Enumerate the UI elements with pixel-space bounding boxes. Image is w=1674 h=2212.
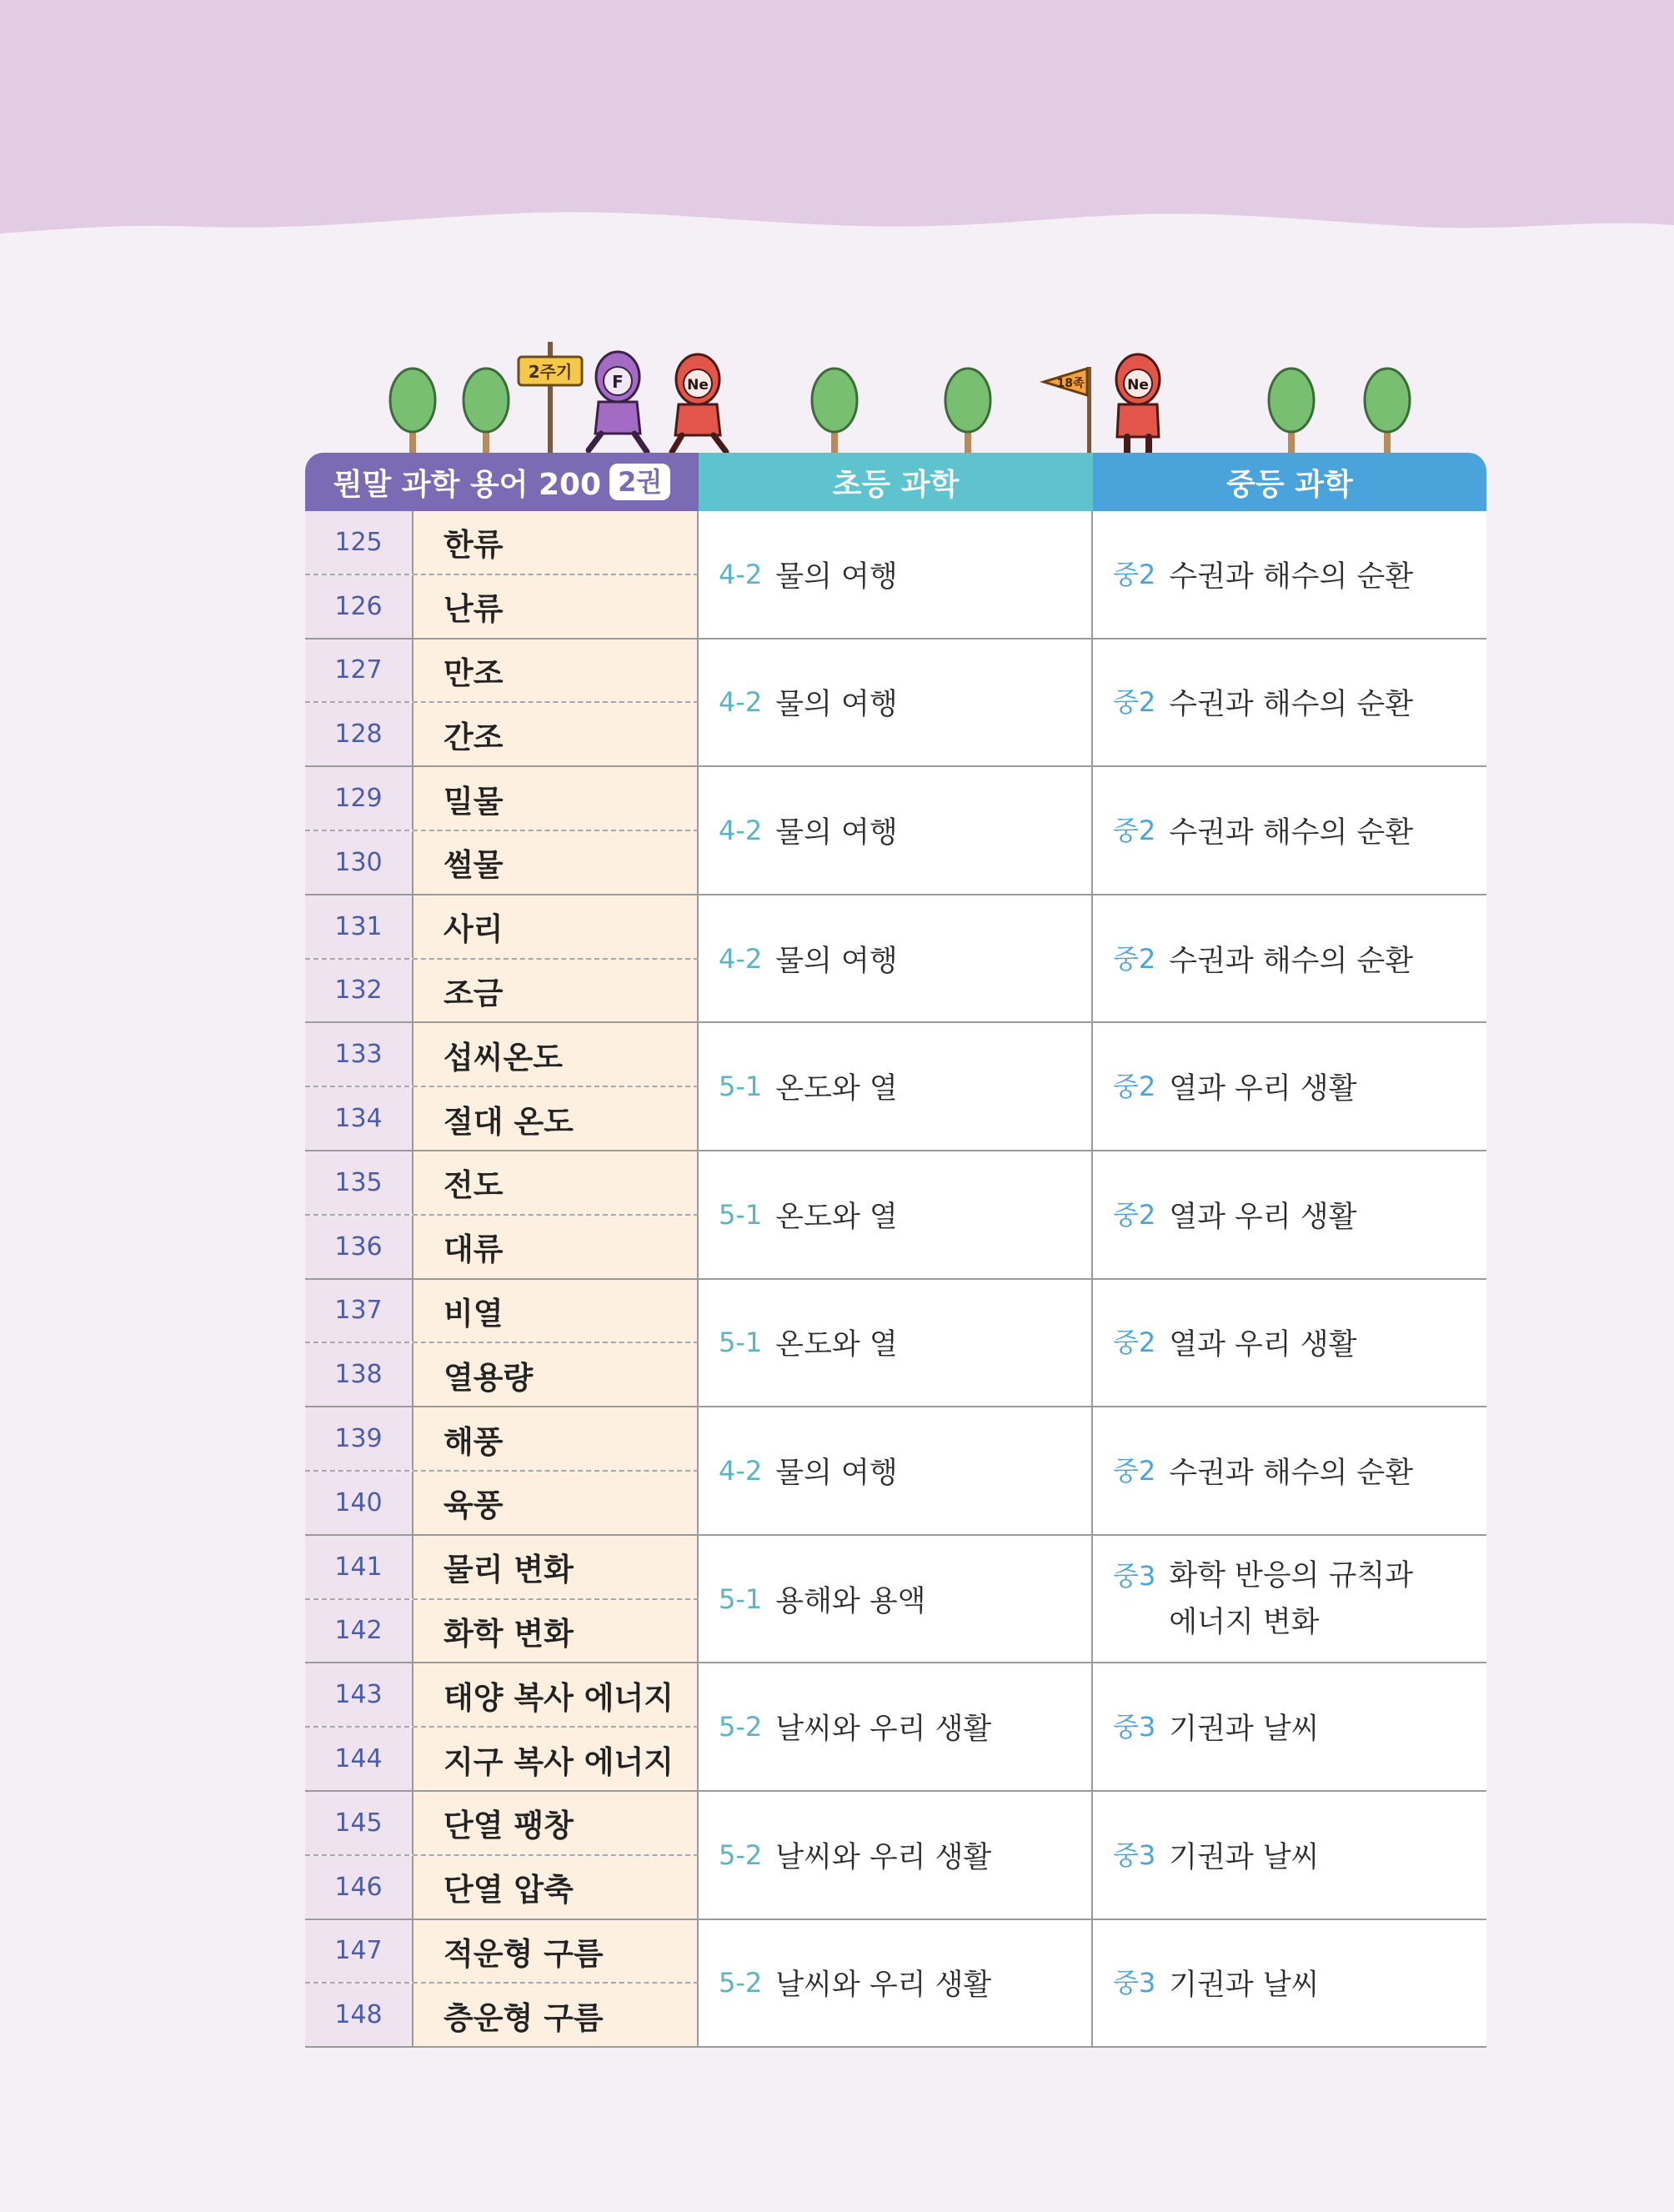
table-row (305, 1472, 699, 1534)
table-row-group (305, 1792, 1486, 1920)
elementary-cell (699, 767, 1093, 894)
terms-column (305, 895, 699, 1022)
table-row-group (305, 640, 1486, 768)
elementary-grade: 4-2 (719, 558, 763, 590)
term-name: 조금 (413, 960, 699, 1022)
table-header (305, 453, 1486, 511)
signpost-icon (519, 342, 582, 454)
middle-unit: 수권과 해수의 순환 (1169, 1456, 1414, 1490)
term-name: 비열 (413, 1280, 699, 1342)
middle-cell (1093, 1663, 1486, 1790)
tree-icon (390, 369, 435, 454)
header-terms (305, 453, 699, 511)
tree-icon (945, 369, 990, 454)
middle-grade: 중2 (1113, 1071, 1156, 1103)
term-number: 125 (305, 511, 413, 574)
term-name: 절대 온도 (413, 1087, 699, 1150)
term-name: 한류 (413, 511, 699, 574)
table-row-group (305, 1023, 1486, 1151)
table-row-group (305, 767, 1486, 895)
term-number: 129 (305, 767, 413, 830)
tree-icon (464, 369, 509, 454)
flag-group-label: 18족 (1056, 377, 1085, 390)
middle-grade: 중3 (1113, 1838, 1156, 1871)
elementary-grade: 5-2 (719, 1967, 763, 1999)
flag-icon (1044, 367, 1091, 454)
term-name: 대류 (413, 1216, 699, 1278)
table-row-group (305, 1920, 1486, 2049)
elementary-cell (699, 1280, 1093, 1407)
middle-unit: 수권과 해수의 순환 (1169, 815, 1414, 850)
table-row (305, 1151, 699, 1216)
table-row (305, 1280, 699, 1344)
term-name: 단열 압축 (413, 1856, 699, 1919)
term-name: 섭씨온도 (413, 1023, 699, 1086)
term-number: 130 (305, 831, 413, 894)
middle-cell (1093, 895, 1486, 1022)
term-number: 148 (305, 1984, 413, 2046)
middle-cell (1093, 1536, 1486, 1663)
terms-column (305, 767, 699, 894)
middle-cell (1093, 1023, 1486, 1150)
terms-column (305, 1023, 699, 1150)
table-row (305, 1856, 699, 1919)
table-row-group (305, 1407, 1486, 1536)
term-name: 적운형 구름 (413, 1920, 699, 1983)
elementary-cell (699, 1536, 1093, 1663)
term-number: 140 (305, 1472, 413, 1534)
elementary-unit: 물의 여행 (775, 1456, 898, 1490)
term-name: 밀물 (413, 767, 699, 830)
term-number: 146 (305, 1856, 413, 1919)
table-row (305, 767, 699, 831)
term-name: 사리 (413, 895, 699, 958)
term-name: 간조 (413, 703, 699, 765)
term-number: 133 (305, 1023, 413, 1086)
elementary-grade: 4-2 (719, 942, 763, 975)
elementary-grade: 4-2 (719, 1454, 763, 1487)
table-row (305, 1536, 699, 1600)
middle-unit: 기권과 날씨 (1169, 1713, 1320, 1747)
term-name: 전도 (413, 1151, 699, 1214)
tree-icon (1365, 369, 1410, 454)
term-name: 태양 복사 에너지 (413, 1663, 699, 1726)
middle-grade: 중2 (1113, 1198, 1156, 1231)
term-name: 물리 변화 (413, 1536, 699, 1598)
elementary-grade: 4-2 (719, 686, 763, 719)
term-number: 139 (305, 1407, 413, 1470)
table-row (305, 1728, 699, 1790)
term-number: 138 (305, 1343, 413, 1406)
table-row-group (305, 1536, 1486, 1664)
table-row (305, 1023, 699, 1087)
elementary-cell (699, 1023, 1093, 1150)
elementary-grade: 5-1 (719, 1198, 763, 1231)
table-row (305, 1600, 699, 1663)
elementary-unit: 온도와 열 (775, 1200, 898, 1234)
table-row (305, 1343, 699, 1406)
table-body (305, 511, 1486, 2048)
elementary-cell (699, 511, 1093, 638)
middle-unit: 수권과 해수의 순환 (1169, 559, 1414, 594)
table-row (305, 1920, 699, 1984)
term-number: 132 (305, 960, 413, 1022)
table-row (305, 511, 699, 575)
middle-unit: 열과 우리 생활 (1169, 1328, 1357, 1362)
middle-cell (1093, 1280, 1486, 1407)
middle-unit: 열과 우리 생활 (1169, 1072, 1357, 1106)
term-number: 131 (305, 895, 413, 958)
term-name: 육풍 (413, 1472, 699, 1534)
middle-unit: 수권과 해수의 순환 (1169, 944, 1414, 978)
elementary-unit: 날씨와 우리 생활 (775, 1713, 992, 1747)
middle-grade: 중2 (1113, 814, 1156, 846)
term-number: 147 (305, 1920, 413, 1983)
term-name: 해풍 (413, 1407, 699, 1470)
svg-text:Ne: Ne (1127, 377, 1149, 394)
terms-column (305, 1663, 699, 1790)
term-number: 127 (305, 640, 413, 702)
middle-grade: 중2 (1113, 942, 1156, 975)
middle-unit-line2: 에너지 변화 (1169, 1605, 1320, 1639)
table-row-group (305, 511, 1486, 640)
term-name: 만조 (413, 640, 699, 702)
term-name: 화학 변화 (413, 1600, 699, 1663)
term-number: 141 (305, 1536, 413, 1598)
table-row (305, 1216, 699, 1278)
term-name: 층운형 구름 (413, 1984, 699, 2046)
table-row (305, 703, 699, 765)
middle-cell (1093, 1407, 1486, 1534)
middle-cell (1093, 511, 1486, 638)
tree-icon (812, 369, 857, 454)
terms-column (305, 1792, 699, 1919)
middle-grade: 중2 (1113, 1454, 1156, 1487)
term-number: 145 (305, 1792, 413, 1854)
volume-badge: 2권 (609, 464, 670, 500)
character-ne-icon (672, 354, 726, 452)
term-number: 143 (305, 1663, 413, 1726)
table-row (305, 831, 699, 894)
middle-grade: 중2 (1113, 558, 1156, 590)
middle-unit: 열과 우리 생활 (1169, 1200, 1357, 1234)
term-name: 단열 팽창 (413, 1792, 699, 1854)
term-number: 144 (305, 1728, 413, 1790)
term-number: 137 (305, 1280, 413, 1342)
middle-unit: 기권과 날씨 (1169, 1840, 1320, 1874)
term-name: 썰물 (413, 831, 699, 894)
middle-cell (1093, 1792, 1486, 1919)
middle-cell (1093, 640, 1486, 766)
term-name: 열용량 (413, 1343, 699, 1406)
table-row (305, 575, 699, 638)
elementary-unit: 물의 여행 (775, 559, 898, 594)
elementary-cell (699, 1151, 1093, 1278)
table-row (305, 895, 699, 960)
elementary-grade: 5-2 (719, 1838, 763, 1871)
table-row (305, 1087, 699, 1150)
terms-column (305, 1536, 699, 1663)
term-number: 134 (305, 1087, 413, 1150)
top-wave-band (0, 0, 1674, 250)
header-middle: 중등 과학 (1093, 453, 1486, 511)
term-number: 135 (305, 1151, 413, 1214)
terms-column (305, 1280, 699, 1407)
table-row (305, 1663, 699, 1728)
elementary-cell (699, 1407, 1093, 1534)
table-row (305, 640, 699, 704)
middle-cell (1093, 1920, 1486, 2047)
table-row-group (305, 1663, 1486, 1792)
elementary-unit: 날씨와 우리 생활 (775, 1840, 992, 1874)
svg-text:Ne: Ne (687, 377, 709, 394)
middle-unit: 화학 반응의 규칙과 (1169, 1558, 1414, 1593)
table-row (305, 1407, 699, 1472)
terms-column (305, 511, 699, 638)
header-elementary: 초등 과학 (699, 453, 1093, 511)
table-row (305, 1984, 699, 2046)
elementary-grade: 4-2 (719, 814, 763, 846)
terms-column (305, 1920, 699, 2047)
elementary-unit: 용해와 용액 (775, 1584, 926, 1618)
term-number: 126 (305, 575, 413, 638)
elementary-cell (699, 1792, 1093, 1919)
middle-grade: 중2 (1113, 686, 1156, 719)
character-ne-standing-icon (1116, 354, 1160, 454)
header-illustration (305, 334, 1486, 454)
elementary-grade: 5-1 (719, 1583, 763, 1615)
elementary-unit: 날씨와 우리 생활 (775, 1969, 992, 2003)
middle-grade: 중3 (1113, 1711, 1156, 1743)
elementary-cell (699, 640, 1093, 766)
elementary-unit: 물의 여행 (775, 815, 898, 850)
term-number: 128 (305, 703, 413, 765)
middle-cell (1093, 767, 1486, 894)
middle-unit: 기권과 날씨 (1169, 1969, 1320, 2003)
table-row-group (305, 1280, 1486, 1408)
table-row (305, 960, 699, 1022)
elementary-cell (699, 1663, 1093, 1790)
sign-period-label: 2주기 (528, 362, 573, 382)
curriculum-table (305, 453, 1486, 2048)
term-number: 142 (305, 1600, 413, 1663)
table-row (305, 1792, 699, 1856)
elementary-cell (699, 1920, 1093, 2047)
middle-grade: 중3 (1113, 1559, 1156, 1592)
terms-column (305, 1151, 699, 1278)
character-f-icon (589, 352, 647, 452)
middle-grade: 중3 (1113, 1967, 1156, 1999)
middle-unit: 수권과 해수의 순환 (1169, 688, 1414, 722)
term-number: 136 (305, 1216, 413, 1278)
terms-column (305, 1407, 699, 1534)
elementary-grade: 5-1 (719, 1071, 763, 1103)
middle-cell (1093, 1151, 1486, 1278)
elementary-unit: 물의 여행 (775, 944, 898, 978)
table-row-group (305, 895, 1486, 1024)
elementary-grade: 5-1 (719, 1327, 763, 1359)
terms-column (305, 640, 699, 766)
svg-text:F: F (612, 372, 624, 392)
term-name: 난류 (413, 575, 699, 638)
elementary-grade: 5-2 (719, 1711, 763, 1743)
elementary-cell (699, 895, 1093, 1022)
middle-grade: 중2 (1113, 1327, 1156, 1359)
term-name: 지구 복사 에너지 (413, 1728, 699, 1790)
header-terms-label: 뭔말 과학 용어 200 (333, 467, 602, 502)
table-row-group (305, 1151, 1486, 1280)
elementary-unit: 온도와 열 (775, 1072, 898, 1106)
elementary-unit: 온도와 열 (775, 1328, 898, 1362)
elementary-unit: 물의 여행 (775, 688, 898, 722)
tree-icon (1269, 369, 1314, 454)
